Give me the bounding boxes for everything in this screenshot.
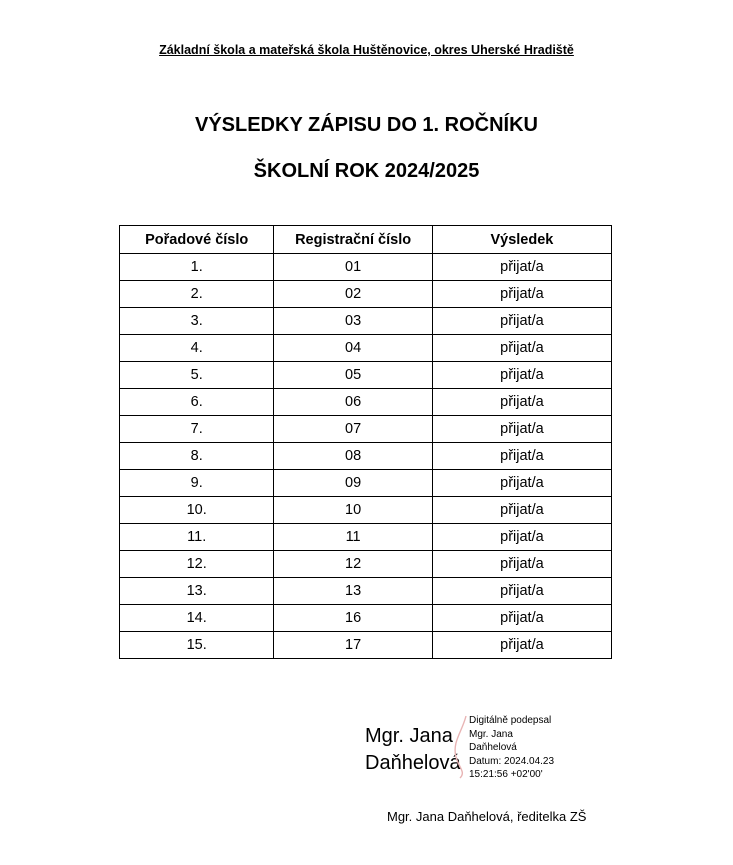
cell-registration-number: 06 [274,389,432,416]
table-row [120,551,612,578]
school-name: Základní škola a mateřská škola Huštěnovice, okres Uherské Hradiště [159,43,574,57]
cell-order-number: 11. [120,524,274,551]
signature-name-line2: Daňhelová [365,752,461,774]
cell-result: přijat/a [432,389,611,416]
table-row [120,470,612,497]
cell-order-number: 12. [120,551,274,578]
cell-result: přijat/a [432,416,611,443]
cell-registration-number: 09 [274,470,432,497]
cell-result: přijat/a [432,443,611,470]
school-year-title: ŠKOLNÍ ROK 2024/2025 [253,160,480,182]
signature-detail-line: Daňhelová [469,742,517,753]
cell-order-number: 3. [120,308,274,335]
header-result: Výsledek [432,226,611,254]
signatory-line: Mgr. Jana Daňhelová, ředitelka ZŠ [387,809,587,824]
table-row [120,389,612,416]
cell-result: přijat/a [432,335,611,362]
cell-order-number: 2. [120,281,274,308]
cell-order-number: 8. [120,443,274,470]
cell-registration-number: 08 [274,443,432,470]
table-row [120,362,612,389]
cell-result: přijat/a [432,254,611,281]
results-table-body [120,254,612,659]
signature-detail-line: Digitálně podepsal [469,715,552,726]
cell-order-number: 13. [120,578,274,605]
table-row [120,443,612,470]
cell-result: přijat/a [432,578,611,605]
table-row [120,632,612,659]
signature-detail-line: Mgr. Jana [469,728,513,740]
cell-order-number: 1. [120,254,274,281]
cell-result: přijat/a [432,605,611,632]
table-row [120,335,612,362]
cell-registration-number: 02 [274,281,432,308]
cell-result: přijat/a [432,281,611,308]
table-row [120,605,612,632]
cell-registration-number: 01 [274,254,432,281]
digital-signature-details [469,714,554,782]
cell-order-number: 5. [120,362,274,389]
cell-registration-number: 16 [274,605,432,632]
cell-order-number: 7. [120,416,274,443]
cell-result: přijat/a [432,551,611,578]
cell-order-number: 15. [120,632,274,659]
cell-registration-number: 05 [274,362,432,389]
table-row [120,281,612,308]
cell-registration-number: 11 [274,524,432,551]
cell-result: přijat/a [432,524,611,551]
header-order-number: Pořadové číslo [120,226,274,254]
cell-registration-number: 03 [274,308,432,335]
table-row [120,308,612,335]
table-row [120,578,612,605]
signature-detail-line: Datum: 2024.04.23 [469,755,555,767]
cell-result: přijat/a [432,308,611,335]
cell-result: přijat/a [432,362,611,389]
cell-result: přijat/a [432,470,611,497]
page-title: VÝSLEDKY ZÁPISU DO 1. ROČNÍKU [194,114,539,136]
cell-registration-number: 10 [274,497,432,524]
cell-registration-number: 04 [274,335,432,362]
cell-order-number: 10. [120,497,274,524]
table-row [120,497,612,524]
cell-order-number: 14. [120,605,274,632]
results-table [119,225,612,659]
signature-name-line1: Mgr. Jana [365,725,453,747]
cell-result: přijat/a [432,632,611,659]
table-row [120,416,612,443]
header-registration-number: Registrační číslo [274,226,432,254]
cell-order-number: 4. [120,335,274,362]
cell-registration-number: 17 [274,632,432,659]
cell-registration-number: 13 [274,578,432,605]
cell-order-number: 6. [120,389,274,416]
cell-order-number: 9. [120,470,274,497]
table-row [120,524,612,551]
cell-result: přijat/a [432,497,611,524]
table-header-row [120,226,612,254]
cell-registration-number: 12 [274,551,432,578]
signature-name [365,723,461,777]
signature-detail-line: 15:21:56 +02'00' [469,769,543,780]
table-row [120,254,612,281]
cell-registration-number: 07 [274,416,432,443]
